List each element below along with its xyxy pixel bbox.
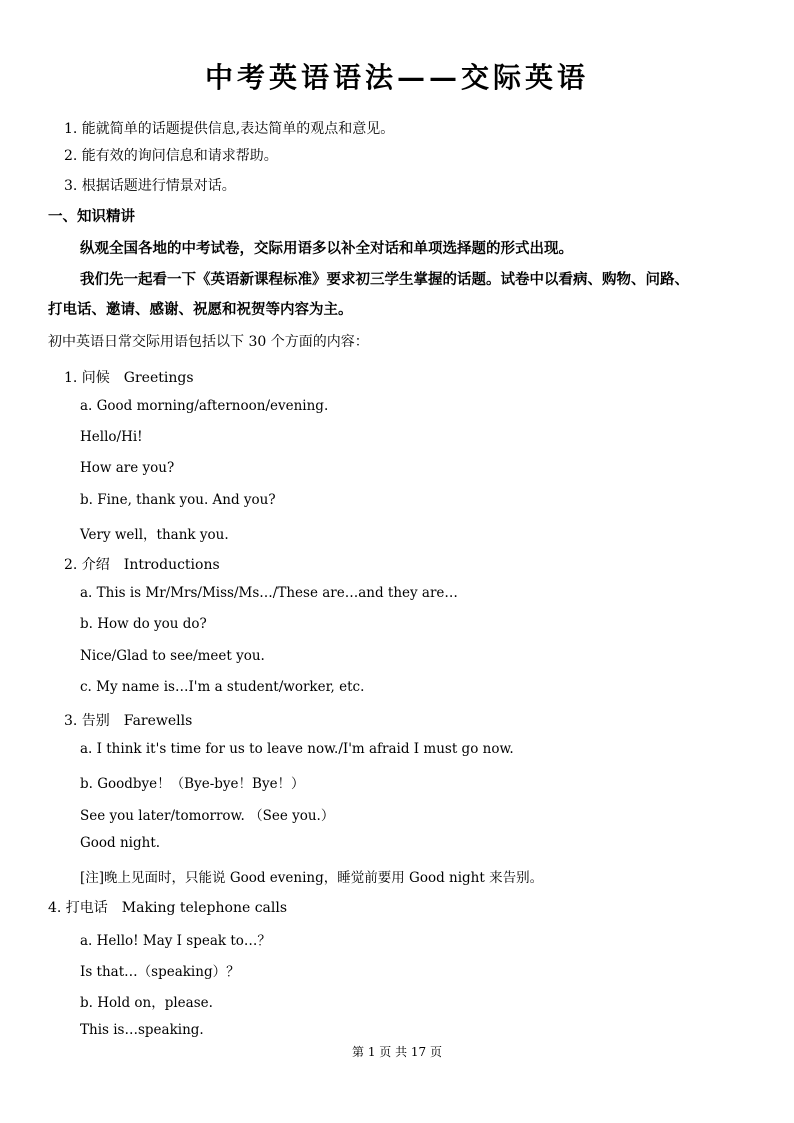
topic-line: a. This is Mr/Mrs/Miss/Ms…/These are…and they are… [80, 585, 458, 601]
topic-line: c. My name is…I'm a student/worker, etc. [80, 679, 365, 695]
topic-line: b. Goodbye！（Bye-bye！Bye！） [80, 776, 305, 792]
page-title: 中考英语语法——交际英语 [204, 61, 589, 94]
topic-heading-greetings: 1. 问候 Greetings [64, 370, 194, 386]
topic-line: Good night. [80, 835, 161, 851]
topic-line: Hello/Hi! [80, 429, 143, 445]
topic-line: a. Hello! May I speak to…？ [80, 933, 271, 949]
topic-line: b. Fine, thank you. And you? [80, 492, 276, 508]
topic-line: Nice/Glad to see/meet you. [80, 648, 265, 664]
section-heading: 一、知识精讲 [48, 209, 135, 225]
topic-line: a. I think it's time for us to leave now./I'm afraid I must go now. [80, 741, 514, 757]
objective-2: 2. 能有效的询问信息和请求帮助。 [64, 148, 278, 164]
topic-line: b. Hold on，please. [80, 995, 213, 1011]
topic-line: How are you? [80, 460, 175, 476]
topic-heading-farewells: 3. 告别 Farewells [64, 713, 193, 729]
section-intro: 初中英语日常交际用语包括以下 30 个方面的内容： [48, 334, 369, 350]
section-paragraph-2-line-1: 我们先一起看一下《英语新课程标准》要求初三学生掌握的话题。试卷中以看病、购物、问路、 [80, 272, 689, 288]
topic-line: See you later/tomorrow. （See you.） [80, 808, 335, 824]
page-footer: 第 1 页 共 17 页 [352, 1045, 442, 1059]
section-paragraph-1: 纵观全国各地的中考试卷，交际用语多以补全对话和单项选择题的形式出现。 [80, 241, 573, 257]
topic-line: a. Good morning/afternoon/evening. [80, 398, 329, 414]
objective-1: 1. 能就简单的话题提供信息,表达简单的观点和意见。 [64, 121, 395, 137]
topic-line: This is…speaking. [80, 1022, 204, 1038]
objective-3: 3. 根据话题进行情景对话。 [64, 178, 236, 194]
section-paragraph-2-line-2: 打电话、邀请、感谢、祝愿和祝贺等内容为主。 [48, 302, 353, 318]
topic-line: Is that…（speaking）？ [80, 964, 240, 980]
topic-note: [注]晚上见面时，只能说 Good evening，睡觉前要用 Good night 来告别。 [80, 870, 544, 886]
topic-heading-introductions: 2. 介绍 Introductions [64, 557, 220, 573]
topic-line: Very well，thank you. [80, 527, 229, 543]
topic-line: b. How do you do? [80, 616, 207, 632]
topic-heading-telephone: 4. 打电话 Making telephone calls [48, 900, 288, 916]
